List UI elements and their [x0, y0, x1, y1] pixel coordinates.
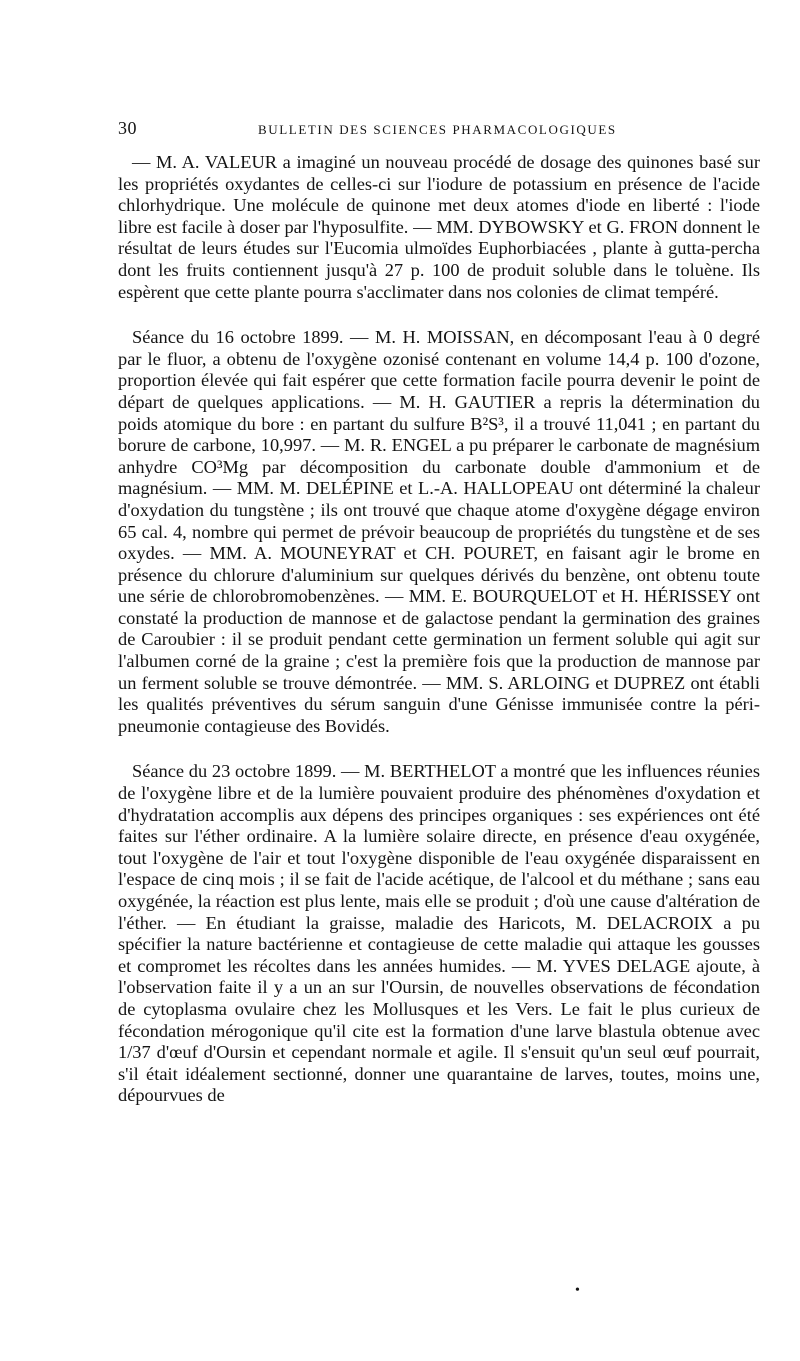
footer-mark: •	[575, 1283, 580, 1298]
paragraph-2: Séance du 16 octobre 1899. — M. H. MOISSAN, en décomposant l'eau à 0 degré par le fluor, a obtenu de l'oxygène ozonisé contenant en volume 14,4 p. 100 d'ozone, proportion élevée qui fait espérer que cette formation facile pourra devenir le point de départ de quelques applications. — M. H. GAUTIER a repris la détermination du poids atomique du bore : en partant du sulfure B²S³, il a trouvé 11,041 ; en partant du borure de carbone, 10,997. — M. R. ENGEL a pu préparer le carbonate de magnésium anhydre CO³Mg par décomposition du carbonate double d'ammonium et de magnésium. — MM. M. DELÉPINE et L.-A. HALLOPEAU ont déterminé la chaleur d'oxydation du tungstène ; ils ont trouvé que chaque atome d'oxygène dégage environ 65 cal. 4, nombre qui permet de prévoir beaucoup de propriétés du tungstène et de ses oxydes. — MM. A. MOUNEYRAT et CH. POURET, en faisant agir le brome en présence du chlorure d'aluminium sur quelques dérivés du benzène, ont obtenu toute une série de chlorobromobenzènes. — MM. E. BOURQUELOT et H. HÉRISSEY ont constaté la production de mannose et de galactose pendant la germination des graines de Caroubier : il se produit pendant cette germination un ferment soluble qui agit sur l'albumen corné de la graine ; c'est la première fois que la production de mannose par un ferment soluble se trouve démontrée. — MM. S. ARLOING et DUPREZ ont établi les qualités préventives du sérum sanguin d'une Génisse immunisée contre la péri-pneumonie contagieuse des Bovidés.	[118, 327, 760, 736]
body-text	[118, 152, 760, 1107]
page-header	[118, 118, 760, 148]
running-head: BULLETIN DES SCIENCES PHARMACOLOGIQUES	[258, 122, 617, 137]
page-number: 30	[118, 118, 137, 138]
paragraph-3: Séance du 23 octobre 1899. — M. BERTHELOT a montré que les influences réunies de l'oxygène libre et de la lumière pouvaient produire des phénomènes d'oxydation et d'hydratation accomplis aux dépens des principes organiques : ses expériences ont été faites sur l'éther ordinaire. A la lumière solaire directe, en présence d'eau oxygénée, tout l'oxygène de l'air et tout l'oxygène disponible de l'eau oxygénée disparaissent en l'espace de cinq mois ; il se fait de l'acide acétique, de l'alcool et du méthane ; sans eau oxygénée, la réaction est plus lente, mais elle se produit ; d'où une cause d'altération de l'éther. — En étudiant la graisse, maladie des Haricots, M. DELACROIX a pu spécifier la nature bactérienne et contagieuse de cette maladie qui attaque les gousses et compromet les récoltes dans les années humides. — M. YVES DELAGE ajoute, à l'observation faite il y a un an sur l'Oursin, de nouvelles observations de fécondation de cytoplasma ovulaire chez les Mollusques et les Vers. Le fait le plus curieux de fécondation mérogonique qu'il cite est la formation d'une larve blastula obtenue avec 1/37 d'œuf d'Oursin et cependant normale et agile. Il s'ensuit qu'un seul œuf pourrait, s'il était idéalement sectionné, donner une quarantaine de larves, toutes, moins une, dépourvues de	[118, 761, 760, 1106]
paragraph-1: — M. A. VALEUR a imaginé un nouveau procédé de dosage des quinones basé sur les propriétés oxydantes de celles-ci sur l'iodure de potassium en présence de l'acide chlorhydrique. Une molécule de quinone met deux atomes d'iode en liberté : l'iode libre est facile à doser par l'hyposulfite. — MM. DYBOWSKY et G. FRON donnent le résultat de leurs études sur l'Eucomia ulmoïdes Euphorbiacées , plante à gutta-percha dont les fruits contiennent jusqu'à 27 p. 100 de produit soluble dans le toluène. Ils espèrent que cette plante pourra s'acclimater dans nos colonies de climat tempéré.	[118, 152, 760, 302]
